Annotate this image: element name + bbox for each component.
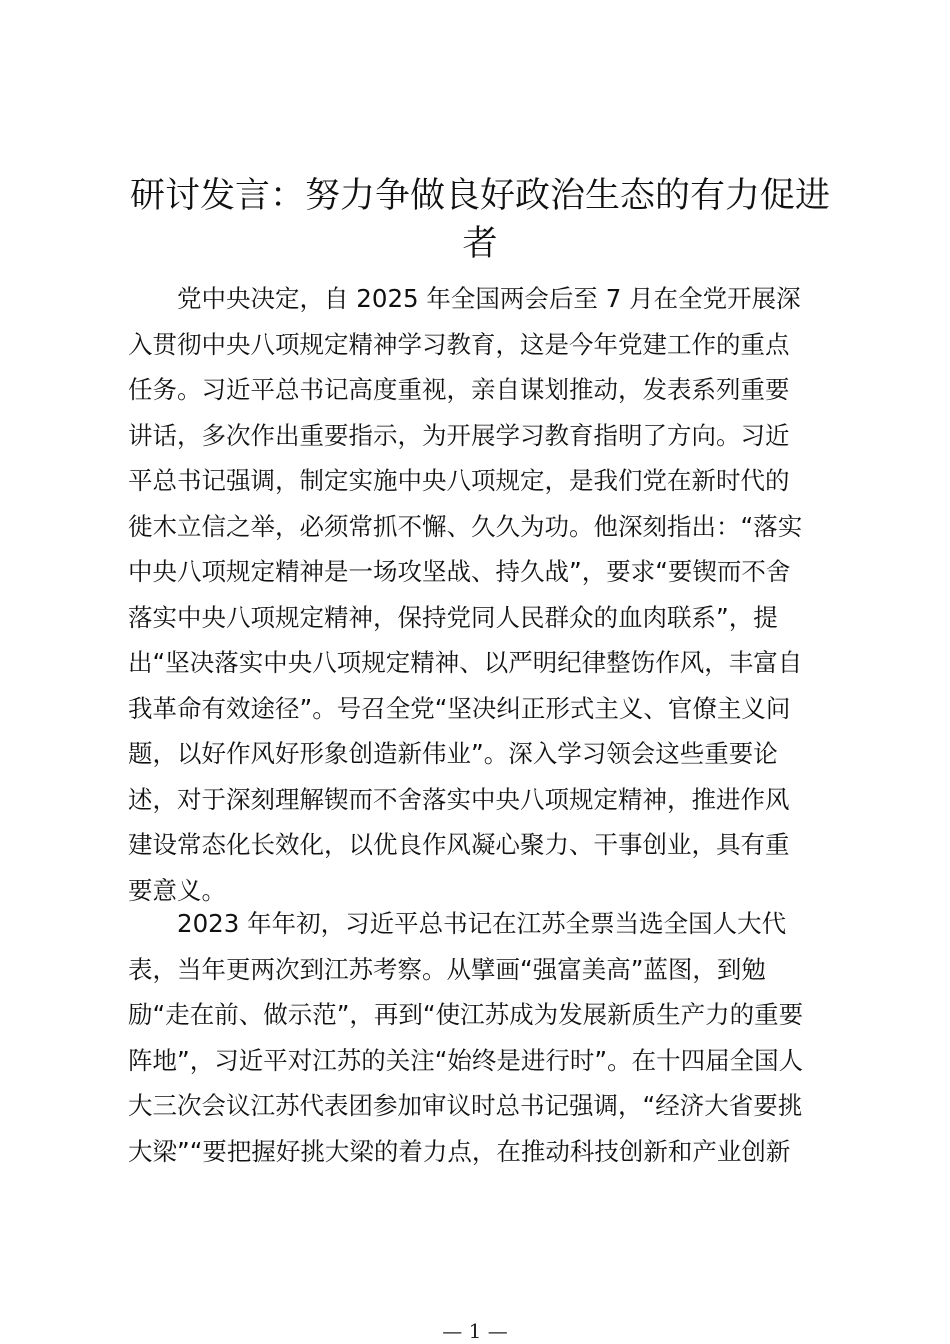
text-line: 中央八项规定精神是一场攻坚战、持久战”，要求“要锲而不舍 [128,557,791,586]
text-line: 讲话，多次作出重要指示，为开展学习教育指明了方向。习近 [128,420,790,450]
text-line: 徙木立信之举，必须常抓不懈、久久为功。他深刻指出：“落实 [128,511,803,541]
text-line: 述，对于深刻理解锲而不舍落实中央八项规定精神，推进作风 [128,784,790,814]
text-line: 2023 年年初，习近平总书记在江苏全票当选全国人大代 [177,909,787,938]
text-line: 任务。习近平总书记高度重视，亲自谋划推动，发表系列重要 [128,375,790,404]
page-number: — 1 — [442,1319,508,1343]
text-line: 落实中央八项规定精神，保持党同人民群众的血肉联系”，提 [128,602,778,632]
text-line: 党中央决定，自 2025 年全国两会后至 7 月在全党开展深 [177,284,801,313]
text-line: 出“坚决落实中央八项规定精神、以严明纪律整饬作风，丰富自 [128,648,803,677]
text-line: 平总书记强调，制定实施中央八项规定，是我们党在新时代的 [128,466,790,495]
text-line: 入贯彻中央八项规定精神学习教育，这是今年党建工作的重点 [128,329,790,359]
text-line: 阵地”，习近平对江苏的关注“始终是进行时”。在十四届全国人 [128,1045,804,1075]
text-line: 我革命有效途径”。号召全党“坚决纠正形式主义、官僚主义问 [128,693,791,723]
text-line: 励“走在前、做示范”，再到“使江苏成为发展新质生产力的重要 [128,1000,804,1029]
text-line: 建设常态化长效化，以优良作风凝心聚力、干事创业，具有重 [128,830,790,859]
text-line: 要意义。 [128,875,226,905]
text-line: 大三次会议江苏代表团参加审议时总书记强调，“经济大省要挑 [128,1091,803,1120]
text-line: 表，当年更两次到江苏考察。从擘画“强富美高”蓝图，到勉 [128,954,766,984]
text-line: 题，以好作风好形象创造新伟业”。深入学习领会这些重要论 [128,739,778,768]
body-paragraph-1 [128,276,833,913]
document-title: 研讨发言：努力争做良好政治生态的有力促进者 [129,176,830,264]
body-paragraph-2 [128,901,833,1174]
text-line: 大梁”“要把握好挑大梁的着力点，在推动科技创新和产业创新 [128,1136,791,1166]
